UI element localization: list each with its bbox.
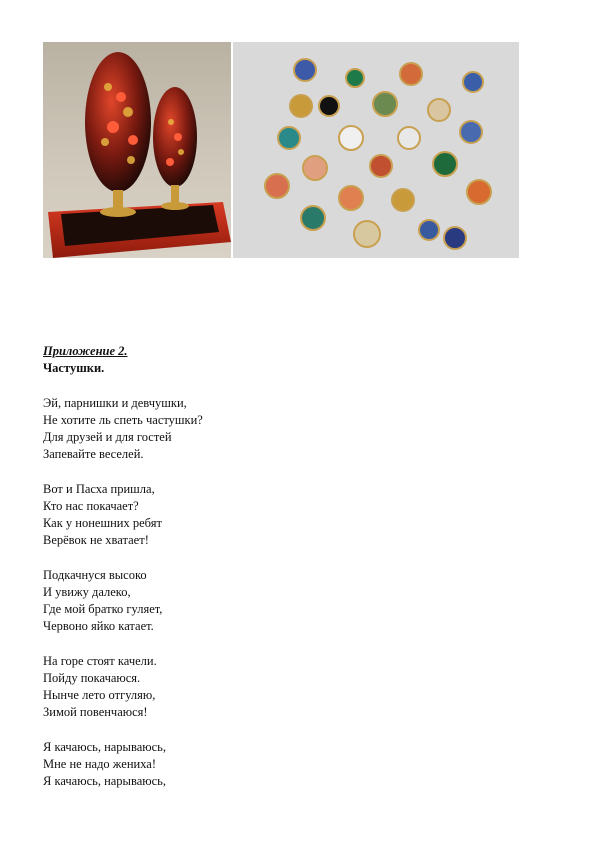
stanza-line: Пойду покачаюся. (43, 670, 141, 685)
stanza-line: Я качаюсь, нарываюсь, (43, 739, 166, 754)
stanza-3 (43, 567, 523, 636)
stanza-1 (43, 395, 523, 464)
painted-eggs-on-tray-icon (43, 42, 231, 258)
stanza-line: Не хотите ль спеть частушки? (43, 412, 203, 427)
stanza-line: Червоно яйко катает. (43, 619, 154, 634)
section-title: Частушки. (43, 361, 105, 376)
stanza-line: Подкачнуся высоко (43, 567, 147, 582)
stanza-line: На горе стоят качели. (43, 653, 157, 668)
stanza-line: Где мой братко гуляет, (43, 602, 163, 616)
stanza-line: Эй, парнишки и девчушки, (43, 395, 187, 410)
stanza-line: Верёвок не хватает! (43, 533, 149, 548)
stanza-line: Мне не надо жениха! (43, 756, 157, 771)
jeweled-egg-pendants-icon (233, 42, 519, 258)
appendix-title: Приложение 2. (43, 344, 128, 358)
stanza-line: Вот и Пасха пришла, (43, 481, 155, 496)
stanza-4 (43, 653, 523, 722)
stanza-line: Нынче лето отгуляю, (43, 688, 156, 702)
poem-text (43, 343, 523, 790)
stanza-5 (43, 739, 523, 791)
stanza-line: Кто нас покачает? (43, 498, 139, 513)
stanza-line: И увижу далеко, (43, 584, 131, 599)
stanza-line: Зимой повенчаюся! (43, 705, 148, 720)
painted-eggs-photo (43, 42, 231, 258)
stanza-line: Для друзей и для гостей (43, 430, 172, 444)
stanza-line: Я качаюсь, нарываюсь, (43, 774, 166, 788)
stanza-line: Как у нонешних ребят (43, 516, 162, 530)
jeweled-eggs-photo (233, 42, 519, 258)
stanza-line: Запевайте веселей. (43, 447, 144, 462)
stanza-2 (43, 481, 523, 550)
